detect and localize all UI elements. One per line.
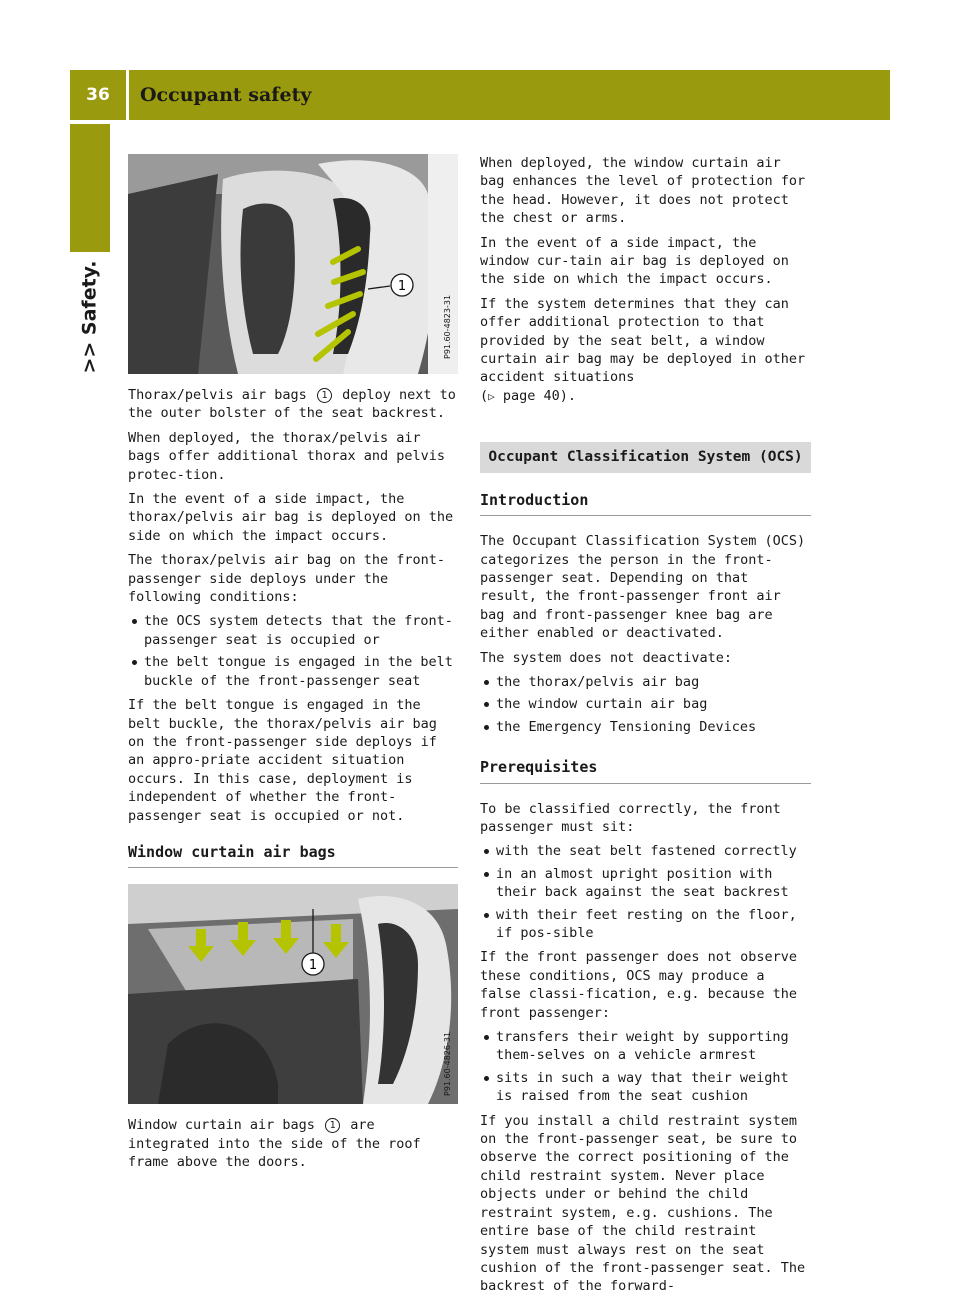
paragraph: If you install a child restraint system on the front-passenger seat, be sure to observe the correct positioning of the child restraint system. Never place objects under or behind the child restraint system, e.g. cushions. The entire base of the child restraint system must always rest on the seat cushion of the front-passenger seat. The backrest of the forward- bbox=[480, 1112, 806, 1295]
text-fragment: are integrated into the side of the roof frame above the doors. bbox=[128, 1117, 421, 1171]
bullet-list bbox=[128, 612, 458, 690]
text-fragment: Window curtain air bags bbox=[128, 1117, 315, 1134]
text-fragment: Thorax/pelvis air bags bbox=[128, 387, 307, 403]
list-item: with the seat belt fastened correctly bbox=[480, 842, 811, 860]
section-title: Occupant safety bbox=[140, 84, 312, 106]
figure-code: P91.60-4826-31 bbox=[443, 1032, 452, 1097]
window-curtain-heading: Window curtain air bags bbox=[128, 843, 458, 868]
side-tab-block bbox=[70, 124, 110, 252]
callout-number: 1 bbox=[308, 958, 318, 974]
curtain-airbag-figure bbox=[128, 884, 458, 1104]
paragraph: To be classified correctly, the front passenger must sit: bbox=[480, 800, 781, 835]
list-item: the Emergency Tensioning Devices bbox=[480, 718, 811, 736]
thorax-intro-paragraph bbox=[128, 386, 458, 423]
list-item: the OCS system detects that the front-passenger seat is occupied or bbox=[128, 612, 458, 649]
thorax-airbag-figure bbox=[128, 154, 458, 374]
paragraph: When deployed, the window curtain air bag enhances the level of protection for the head. However, it does not protect the chest or arms. bbox=[480, 155, 806, 227]
curtain-intro-paragraph bbox=[128, 1116, 458, 1171]
bullet-list bbox=[480, 673, 811, 736]
list-item: transfers their weight by supporting them-selves on a vehicle armrest bbox=[480, 1028, 811, 1065]
paragraph: The system does not deactivate: bbox=[480, 649, 732, 666]
bullet-list bbox=[480, 842, 811, 942]
side-tab-label bbox=[70, 262, 110, 372]
page-reference-icon: ▷ bbox=[488, 389, 495, 403]
list-item: the belt tongue is engaged in the belt buckle of the front-passenger seat bbox=[128, 653, 458, 690]
list-item: the window curtain air bag bbox=[480, 695, 811, 713]
paragraph: When deployed, the thorax/pelvis air bags offer additional thorax and pelvis protec-tion. bbox=[128, 429, 445, 483]
thorax-airbag-illustration bbox=[128, 154, 458, 374]
introduction-heading: Introduction bbox=[480, 491, 811, 516]
list-item: with their feet resting on the floor, if pos-sible bbox=[480, 906, 811, 943]
list-item: the thorax/pelvis air bag bbox=[480, 673, 811, 691]
list-item: sits in such a way that their weight is raised from the seat cushion bbox=[480, 1069, 811, 1106]
callout-ref: 1 bbox=[317, 388, 332, 403]
page-number: 36 bbox=[86, 85, 110, 105]
list-item: in an almost upright position with their back against the seat backrest bbox=[480, 865, 811, 902]
curtain-airbag-illustration bbox=[128, 884, 458, 1104]
paragraph: If the belt tongue is engaged in the belt buckle, the thorax/pelvis air bag on the front-passenger side deploys if an appro-priate accident situation occurs. In this case, deployment is independent of whether the front-passenger seat is occupied or not. bbox=[128, 697, 437, 824]
prerequisites-heading: Prerequisites bbox=[480, 758, 811, 783]
callout-number: 1 bbox=[397, 279, 407, 294]
page-reference-link[interactable]: page 40). bbox=[502, 387, 577, 404]
paragraph: The thorax/pelvis air bag on the front-passenger side deploys under the following conditions: bbox=[128, 552, 445, 606]
text-fragment: deploy next to the outer bolster of the seat backrest. bbox=[128, 387, 456, 422]
callout-ref: 1 bbox=[325, 1118, 340, 1133]
side-tab-text: >> Safety. bbox=[79, 260, 101, 374]
bullet-list bbox=[480, 1028, 811, 1106]
paragraph: If the system determines that they can offer additional protection to that provided by the seat belt, a window curtain air bag may be deployed in other accident situations (▷ page 40). bbox=[480, 295, 806, 404]
paragraph: In the event of a side impact, the thorax/pelvis air bag is deployed on the side on which the impact occurs. bbox=[128, 491, 454, 544]
text-fragment: If the system determines that they can offer additional protection to that provided by the seat belt, a window curtain air bag may be deployed in other accident situations bbox=[480, 295, 806, 386]
left-column bbox=[128, 154, 458, 1178]
paragraph: If the front passenger does not observe these conditions, OCS may produce a false classi-fication, e.g. because the front passenger: bbox=[480, 949, 797, 1021]
header-divider bbox=[126, 70, 129, 120]
paragraph: In the event of a side impact, the window cur-tain air bag is deployed on the side on which the impact occurs. bbox=[480, 234, 789, 288]
paragraph: The Occupant Classification System (OCS) categorizes the person in the front-passenger seat. Depending on that result, the front-passenger front air bag and front-passenger knee bag are either enabled or deactivated. bbox=[480, 533, 806, 642]
right-column bbox=[480, 154, 811, 1302]
ocs-heading: Occupant Classification System (OCS) bbox=[480, 442, 811, 472]
figure-code: P91.60-4823-31 bbox=[443, 294, 452, 359]
